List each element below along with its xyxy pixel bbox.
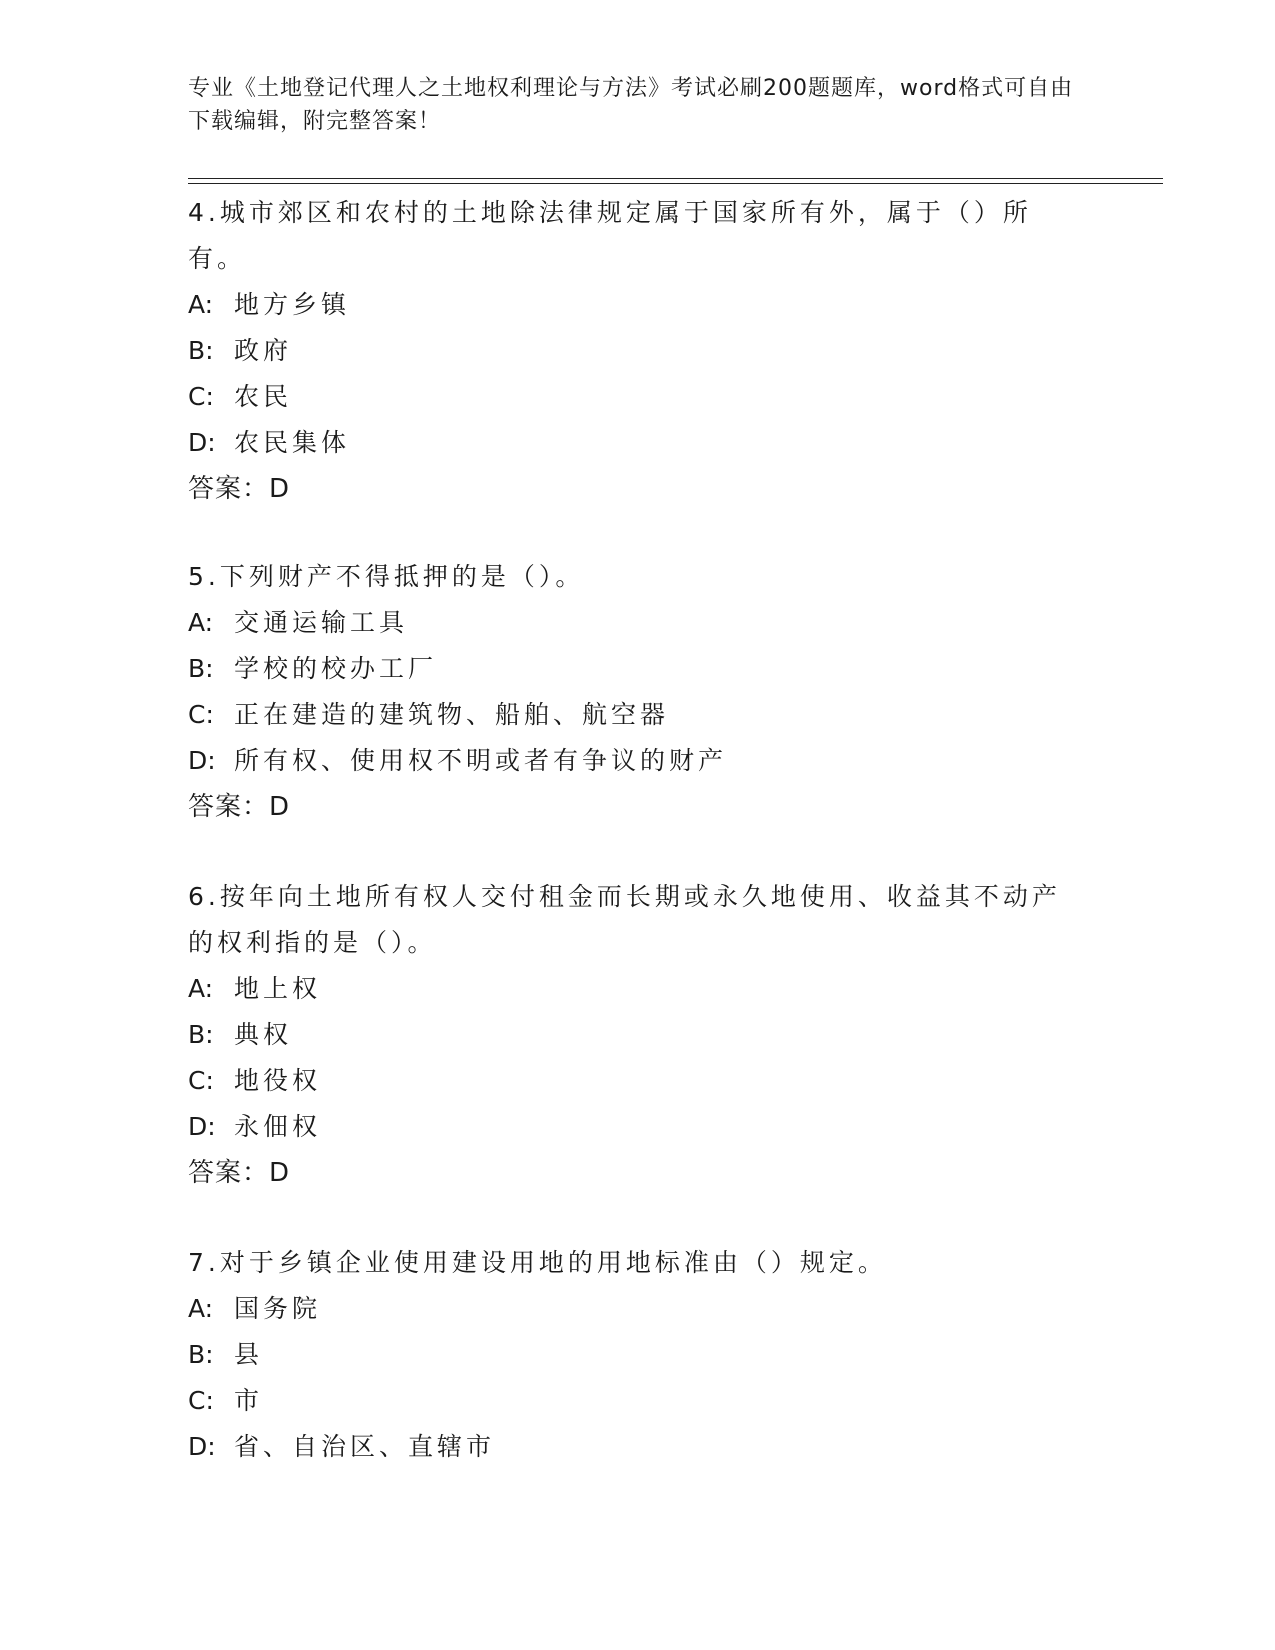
option-text: 正在建造的建筑物、船舶、航空器 [234, 700, 670, 729]
option-b [188, 328, 1078, 374]
option-letter: D: [188, 746, 216, 775]
option-letter: C: [188, 1386, 214, 1415]
option-d [188, 738, 1078, 784]
option-letter: B: [188, 654, 214, 683]
option-text: 农民集体 [234, 428, 351, 457]
option-text: 学校的校办工厂 [234, 654, 438, 683]
option-a [188, 1286, 1078, 1332]
option-letter: C: [188, 382, 214, 411]
option-text: 国务院 [234, 1294, 322, 1323]
answer-line: 答案：D [188, 1158, 291, 1188]
option-a [188, 966, 1078, 1012]
option-text: 市 [234, 1386, 264, 1415]
option-d [188, 420, 1078, 466]
option-text: 所有权、使用权不明或者有争议的财产 [234, 746, 728, 775]
option-letter: A: [188, 1294, 214, 1323]
option-letter: C: [188, 1066, 214, 1095]
option-letter: A: [188, 974, 214, 1003]
document-header: 专业《土地登记代理人之土地权利理论与方法》考试必刷200题题库，word格式可自由下载编辑，附完整答案！ [188, 76, 1074, 134]
option-text: 县 [234, 1340, 264, 1369]
option-letter: B: [188, 336, 214, 365]
question-stem: 4.城市郊区和农村的土地除法律规定属于国家所有外，属于（）所有。 [188, 198, 1032, 273]
answer-line: 答案：D [188, 792, 291, 822]
option-b [188, 1012, 1078, 1058]
option-text: 省、自治区、直辖市 [234, 1432, 496, 1461]
option-text: 地方乡镇 [234, 290, 351, 319]
option-a [188, 282, 1078, 328]
option-letter: D: [188, 1112, 216, 1141]
option-b [188, 1332, 1078, 1378]
option-text: 永佃权 [234, 1112, 322, 1141]
option-text: 地役权 [234, 1066, 322, 1095]
option-text: 典权 [234, 1020, 293, 1049]
option-letter: D: [188, 1432, 216, 1461]
question-stem: 6.按年向土地所有权人交付租金而长期或永久地使用、收益其不动产的权利指的是（）。 [188, 882, 1061, 957]
question-7 [188, 1240, 1078, 1470]
question-5 [188, 554, 1078, 830]
question-stem: 7.对于乡镇企业使用建设用地的用地标准由（）规定。 [188, 1248, 887, 1277]
question-6 [188, 874, 1078, 1196]
header-divider-top [188, 178, 1163, 179]
question-4 [188, 190, 1078, 512]
option-c [188, 1058, 1078, 1104]
question-stem: 5.下列财产不得抵押的是（）。 [188, 562, 585, 591]
option-letter: C: [188, 700, 214, 729]
option-text: 交通运输工具 [234, 608, 409, 637]
option-b [188, 646, 1078, 692]
option-letter: D: [188, 428, 216, 457]
option-letter: B: [188, 1340, 214, 1369]
option-letter: A: [188, 290, 214, 319]
option-text: 农民 [234, 382, 293, 411]
header-divider-bottom [188, 183, 1163, 184]
option-letter: A: [188, 608, 214, 637]
option-c [188, 1378, 1078, 1424]
answer-line: 答案：D [188, 474, 291, 504]
option-text: 政府 [234, 336, 293, 365]
option-c [188, 692, 1078, 738]
option-d [188, 1424, 1078, 1470]
option-text: 地上权 [234, 974, 322, 1003]
option-d [188, 1104, 1078, 1150]
option-c [188, 374, 1078, 420]
option-a [188, 600, 1078, 646]
option-letter: B: [188, 1020, 214, 1049]
